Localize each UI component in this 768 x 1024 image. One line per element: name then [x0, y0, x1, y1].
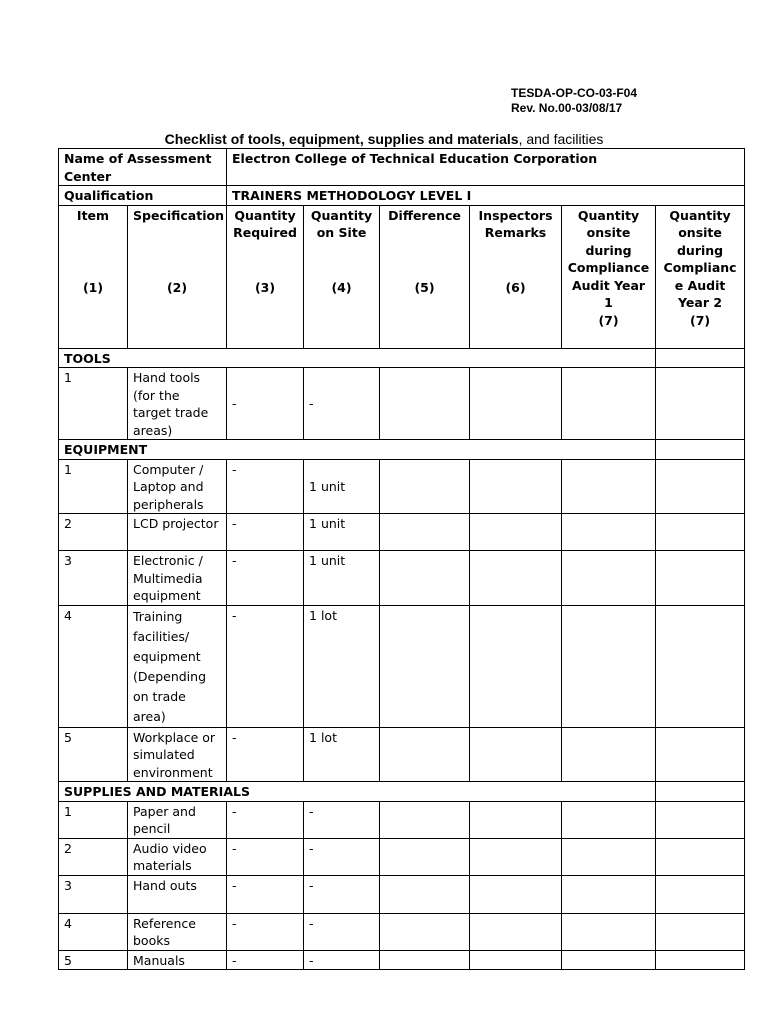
audit-year2-cell: [656, 913, 745, 950]
assessment-center-label: Name of Assessment Center: [59, 149, 227, 186]
difference-cell: [380, 605, 470, 727]
table-row: [59, 727, 745, 782]
item-number: 4: [59, 913, 128, 950]
difference-cell: [380, 950, 470, 970]
empty-cell: [656, 782, 745, 802]
qty-required: -: [227, 727, 304, 782]
remarks-cell: [470, 514, 562, 551]
col-number: (4): [331, 279, 352, 295]
table-row: [59, 368, 745, 440]
item-number: 5: [59, 727, 128, 782]
section-row-equipment: [59, 440, 745, 460]
audit-year1-cell: [562, 801, 656, 838]
specification: Paper and pencil: [128, 801, 227, 838]
remarks-cell: [470, 459, 562, 514]
audit-year1-cell: [562, 459, 656, 514]
title-bold-part: Checklist of tools, equipment, supplies and materials: [164, 131, 519, 147]
specification: Workplace or simulated environment: [128, 727, 227, 782]
qty-onsite: -: [304, 838, 380, 875]
table-row: [59, 605, 745, 727]
section-title: TOOLS: [59, 348, 656, 368]
specification: LCD projector: [128, 514, 227, 551]
audit-year2-cell: [656, 801, 745, 838]
qty-required: -: [227, 514, 304, 551]
col-header-item: [59, 205, 128, 348]
difference-cell: [380, 838, 470, 875]
audit-year2-cell: [656, 838, 745, 875]
remarks-cell: [470, 727, 562, 782]
remarks-cell: [470, 913, 562, 950]
qty-onsite: 1 unit: [304, 459, 380, 514]
specification: Computer / Laptop and peripherals: [128, 459, 227, 514]
item-number: 2: [59, 838, 128, 875]
qty-onsite: -: [304, 950, 380, 970]
qualification-label: Qualification: [59, 186, 227, 206]
audit-year1-cell: [562, 514, 656, 551]
assessment-center-value: Electron College of Technical Education Corporation: [227, 149, 745, 186]
remarks-cell: [470, 838, 562, 875]
item-number: 3: [59, 551, 128, 606]
remarks-cell: [470, 605, 562, 727]
qty-required: -: [227, 605, 304, 727]
empty-cell: [656, 440, 745, 460]
col-header-qty-required: [227, 205, 304, 348]
table-row: [59, 801, 745, 838]
difference-cell: [380, 514, 470, 551]
empty-cell: [656, 348, 745, 368]
remarks-cell: [470, 875, 562, 913]
qty-required: -: [227, 838, 304, 875]
qty-onsite: 1 unit: [304, 514, 380, 551]
col-label: Quantity onsite during Complianc e Audit Year 2: [663, 207, 737, 310]
qty-required: -: [227, 551, 304, 606]
col-label: Difference: [388, 207, 461, 223]
col-header-specification: [128, 205, 227, 348]
audit-year2-cell: [656, 727, 745, 782]
remarks-cell: [470, 801, 562, 838]
qty-required: -: [227, 459, 304, 514]
item-number: 5: [59, 950, 128, 970]
section-title: SUPPLIES AND MATERIALS: [59, 782, 656, 802]
col-number: (7): [598, 312, 619, 328]
qualification-row: [59, 186, 745, 206]
qty-required: -: [227, 368, 304, 440]
qty-onsite: 1 lot: [304, 605, 380, 727]
audit-year2-cell: [656, 368, 745, 440]
table-row: [59, 875, 745, 913]
specification: Audio video materials: [128, 838, 227, 875]
col-number: (5): [414, 279, 435, 295]
specification: Training facilities/ equipment (Depending on trade area): [128, 605, 227, 727]
col-number: (1): [82, 279, 104, 295]
difference-cell: [380, 727, 470, 782]
col-number: (2): [166, 279, 188, 295]
section-row-tools: [59, 348, 745, 368]
item-number: 3: [59, 875, 128, 913]
item-number: 1: [59, 368, 128, 440]
document-title: [0, 130, 768, 148]
qty-required: -: [227, 950, 304, 970]
section-title: EQUIPMENT: [59, 440, 656, 460]
item-number: 4: [59, 605, 128, 727]
remarks-cell: [470, 551, 562, 606]
col-header-qty-onsite: [304, 205, 380, 348]
title-normal-part: , and facilities: [518, 131, 604, 147]
specification: Hand tools (for the target trade areas): [128, 368, 227, 440]
table-row: [59, 950, 745, 970]
audit-year1-cell: [562, 913, 656, 950]
col-number: (3): [254, 279, 276, 295]
audit-year2-cell: [656, 875, 745, 913]
qty-onsite: -: [304, 801, 380, 838]
specification: Hand outs: [128, 875, 227, 913]
specification: Manuals: [128, 950, 227, 970]
specification: Reference books: [128, 913, 227, 950]
specification: Electronic / Multimedia equipment: [128, 551, 227, 606]
audit-year2-cell: [656, 950, 745, 970]
document-code-block: [511, 86, 637, 116]
audit-year1-cell: [562, 875, 656, 913]
difference-cell: [380, 875, 470, 913]
item-number: 1: [59, 459, 128, 514]
qty-onsite: -: [304, 913, 380, 950]
col-label: Inspectors Remarks: [478, 207, 553, 240]
qty-required: -: [227, 875, 304, 913]
col-header-difference: [380, 205, 470, 348]
qty-required: -: [227, 801, 304, 838]
audit-year1-cell: [562, 605, 656, 727]
col-label: Quantity onsite during Compliance Audit Year 1: [567, 207, 650, 310]
column-header-row: [59, 205, 745, 348]
remarks-cell: [470, 368, 562, 440]
col-number: (7): [689, 312, 711, 328]
qty-onsite: 1 lot: [304, 727, 380, 782]
difference-cell: [380, 551, 470, 606]
qty-onsite: 1 unit: [304, 551, 380, 606]
item-number: 2: [59, 514, 128, 551]
difference-cell: [380, 801, 470, 838]
col-header-audit-year1: [562, 205, 656, 348]
checklist-table: [58, 148, 745, 970]
audit-year1-cell: [562, 838, 656, 875]
item-number: 1: [59, 801, 128, 838]
table-row: [59, 913, 745, 950]
table-row: [59, 838, 745, 875]
col-label: Item: [76, 207, 110, 223]
audit-year1-cell: [562, 551, 656, 606]
audit-year2-cell: [656, 605, 745, 727]
difference-cell: [380, 913, 470, 950]
col-header-audit-year2: [656, 205, 745, 348]
audit-year1-cell: [562, 727, 656, 782]
audit-year1-cell: [562, 368, 656, 440]
assessment-center-row: [59, 149, 745, 186]
audit-year1-cell: [562, 950, 656, 970]
section-row-supplies: [59, 782, 745, 802]
audit-year2-cell: [656, 514, 745, 551]
table-row: [59, 551, 745, 606]
qty-onsite: -: [304, 875, 380, 913]
col-label: Specification: [133, 207, 224, 223]
col-label: Quantity Required: [233, 207, 297, 240]
qty-onsite: -: [304, 368, 380, 440]
audit-year2-cell: [656, 551, 745, 606]
remarks-cell: [470, 950, 562, 970]
revision-number: Rev. No.00-03/08/17: [511, 101, 623, 115]
table-row: [59, 514, 745, 551]
table-row: [59, 459, 745, 514]
qty-required: -: [227, 913, 304, 950]
audit-year2-cell: [656, 459, 745, 514]
col-header-inspectors-remarks: [470, 205, 562, 348]
document-code: TESDA-OP-CO-03-F04: [511, 86, 638, 100]
difference-cell: [380, 368, 470, 440]
qualification-value: TRAINERS METHODOLOGY LEVEL I: [227, 186, 745, 206]
col-number: (6): [505, 279, 526, 295]
col-label: Quantity on Site: [310, 207, 373, 240]
difference-cell: [380, 459, 470, 514]
